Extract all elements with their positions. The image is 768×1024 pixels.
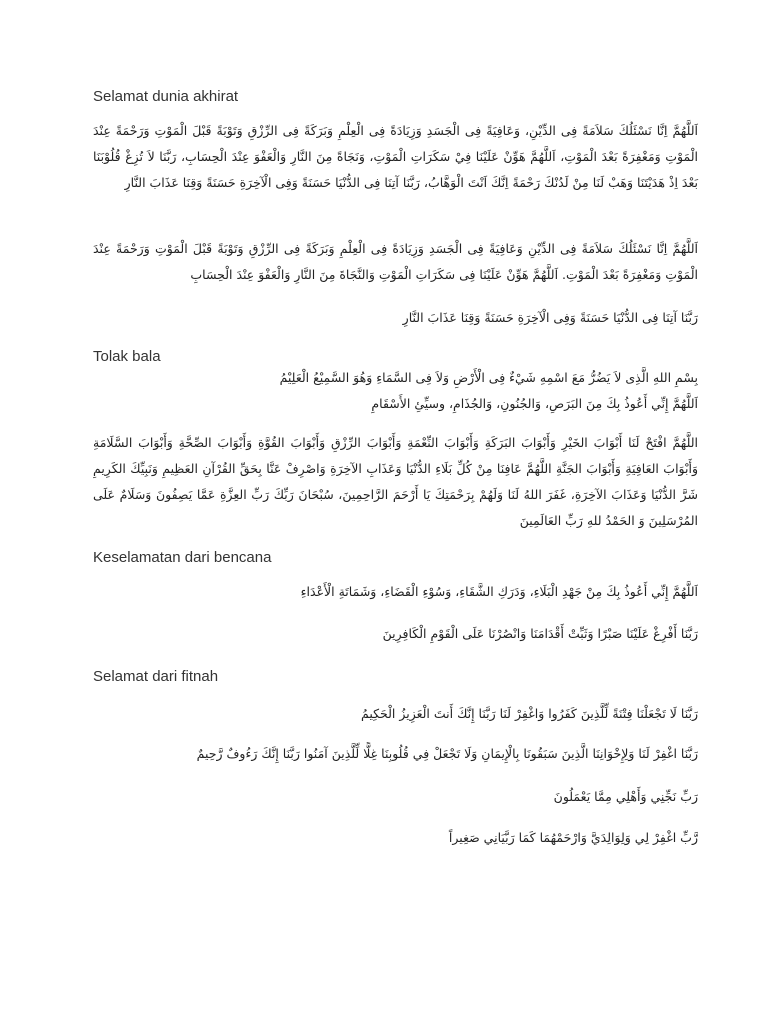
heading-tolak-bala: Tolak bala <box>93 348 161 365</box>
doa-line: رَّبِّ اغْفِرْ لِي وَلِوَالِدَيَّ وَارْحَمْهُمَا كَمَا رَبَّيَانِي صَغِيراً <box>448 830 698 845</box>
doa-line: اَللَّهُمَّ إِنِّي أَعُوذُ بِكَ مِنْ جَهْدِ الْبَلَاءِ، وَدَرَكِ الشَّقَاءِ، وَسُوْءِ الْقَضَاءِ، وَشَمَاتَةِ الْأَعْدَاءِ <box>300 584 698 599</box>
doa-line: اَللَّهُمَّ إِنِّي أَعُوذُ بِكَ مِنَ البَرَصِ، وَالجُنُونِ، وَالجُذَامِ، وسيِّئِ الأَسْقَامِ <box>371 396 698 411</box>
doa-line: رَبِّ نَجِّنِي وَأَهْلِي مِمَّا يَعْمَلُونَ <box>553 789 698 804</box>
heading-selamat-dunia-akhirat: Selamat dunia akhirat <box>93 88 239 105</box>
doa-line: رَبَّنَا اغْفِرْ لَنَا وَلِإِخْوَانِنَا الَّذِينَ سَبَقُونَا بِالْإِيمَانِ وَلَا تَجْعَلْ فِي قُلُوبِنَا غِلًّا لِّلَّذِينَ آمَنُوا رَبَّنَا إِنَّكَ رَءُوفٌ رَّحِيمٌ <box>196 746 698 761</box>
doa-line: رَبَّنَا لَا تَجْعَلْنَا فِتْنَةً لِّلَّذِينَ كَفَرُوا وَاغْفِرْ لَنَا رَبَّنَا إِنَّكَ أَنتَ الْعَزِيزُ الْحَكِيمُ <box>361 706 698 721</box>
doa-paragraph: اَللَّهُمَّ اِنَّا نَسْئَلُكَ سَلاَمَةً فِى الدِّيْنِ وَعَافِيَةً فِى الْجَسَدِ وَزِيَادَةً فِى الْعِلْمِ وَبَرَكَةً فِى الرِّزْقِ وَتَوْبَةً قَبْلَ الْمَوْتِ وَرَحْمَةً عِنْدَ الْمَوْتِ وَمَغْفِرَةً بَعْدَ الْمَوْتِ. اَللَّهُمَّ هَوِّنْ عَلَيْنَا فِى سَكَرَاتِ الْمَوْتِ وَالنَّجَاةَ مِنَ النَّارِ وَالْعَفْوَ عِنْدَ الْحِسَابِ <box>93 241 698 282</box>
doa-paragraph: اللَّهُمَّ افْتَحْ لَنَا أَبْوَابَ الخَيْرِ وَأَبْوَابَ البَرَكَةِ وَأَبْوَابَ النِّعْمَةِ وَأَبْوَابَ الرِّزْقِ وَأَبْوَابَ القُوَّةِ وَأَبْوَابَ الصِّحَّةِ وَأَبْوَابَ السَّلَامَةِ وَأَبْوَابَ العَافِيَةِ وَأَبْوَابَ الجَنَّةِ اللَّهُمَّ عَافِنَا مِنْ كُلِّ بَلَاءِ الدُّنْيَا وَعَذَابِ الآخِرَةِ وَاصْرِفْ عَنَّا بِحَقِّ القُرْآنِ العَظِيمِ وَنَبِيِّكَ الكَرِيمِ شَرَّ الدُّنْيَا وَعَذَابَ الآخِرَةِ، غَفَرَ اللهُ لَنَا وَلَهُمْ بِرَحْمَتِكَ يَا أَرْحَمَ الرَّاحِمِينَ، سُبْحَانَ رَبِّكَ رَبِّ العِزَّةِ عَمَّا يَصِفُونَ وَسَلَامٌ عَلَى المُرْسَلِينَ وَ الحَمْدُ للهِ رَبِّ العَالَمِينَ <box>93 435 698 528</box>
doa-line: بِسْمِ اللهِ الَّذِى لاَ يَضُرُّ مَعَ اسْمِهِ شَيْءٌ فِى الْأَرْضِ وَلاَ فِى السَّمَاءِ وَهُوَ السَّمِيْعُ الْعَلِيْمُ <box>279 370 698 385</box>
doa-paragraph: رَبَّنَا آتِنَا فِى الدُّنْيَا حَسَنَةً وَفِى الْآخِرَةِ حَسَنَةً وَقِنَا عَذَابَ النَّارِ <box>402 310 698 325</box>
doa-paragraph: اَللَّهُمَّ اِنَّا نَسْئَلُكَ سَلاَمَةً فِى الدِّيْنِ، وَعَافِيَةً فِى الْجَسَدِ وَزِيَادَةً فِى الْعِلْمِ وَبَرَكَةً فِى الرِّزْقِ وَتَوْبَةً قَبْلَ الْمَوْتِ وَرَحْمَةً عِنْدَ الْمَوْتِ وَمَغْفِرَةً بَعْدَ الْمَوْتِ، اَللَّهُمَّ هَوِّنْ عَلَيْنَا فِيْ سَكَرَاتِ الْمَوْتِ، وَنَجَاةً مِنَ النَّارِ وَالْعَفْوَ عِنْدَ الْحِسَابِ، رَبَّنَا لاَ تُزِغْ قُلُوْبَنَا بَعْدَ اِذْ هَدَيْتَنَا وَهَبْ لَنَا مِنْ لَدُنْكَ رَحْمَةً اِنَّكَ اَنْتَ الْوَهَّابُ، رَبَّنَا آتِنَا فِى الدُّنْيَا حَسَنَةً وَفِى الْآخِرَةِ حَسَنَةً وَقِنَا عَذَابَ النَّارِ <box>93 123 698 190</box>
heading-keselamatan-dari-bencana: Keselamatan dari bencana <box>93 549 272 566</box>
heading-selamat-dari-fitnah: Selamat dari fitnah <box>93 668 219 685</box>
doa-line: رَبَّنَا أَفْرِغْ عَلَيْنَا صَبْرًا وَثَبِّتْ أَقْدَامَنَا وَانْصُرْنَا عَلَى الْقَوْمِ الْكَافِرِينَ <box>382 626 698 641</box>
